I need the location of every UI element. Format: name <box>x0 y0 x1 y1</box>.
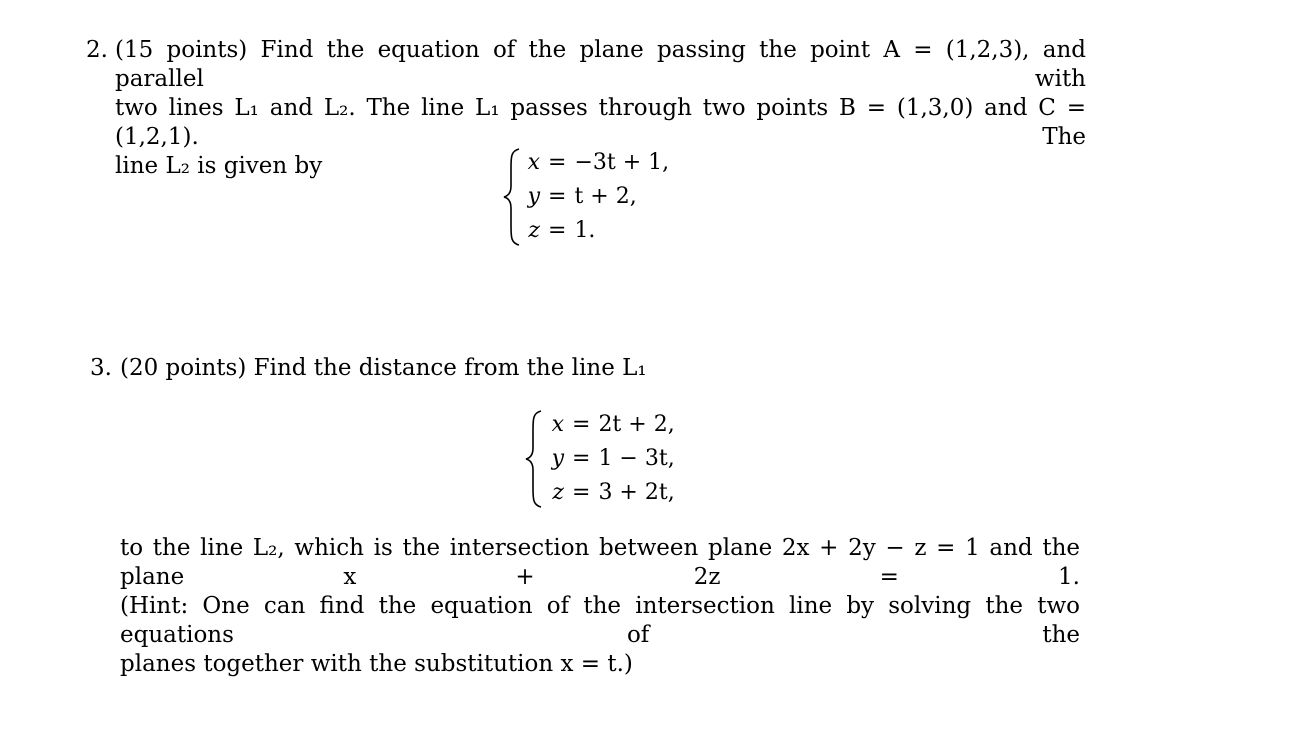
equation-rhs: 3 + 2t, <box>598 480 675 505</box>
problem-3 <box>86 354 1086 383</box>
statement-line-3: line L₂ is given by <box>115 153 323 179</box>
equations <box>542 408 675 510</box>
statement-line-1 <box>115 36 1086 94</box>
intro-text: Find the distance from the line L₁ <box>253 355 647 381</box>
equation-z: z = 1. <box>528 218 596 243</box>
points-label: (20 points) <box>120 355 247 381</box>
equation-x: x = 2t + 2, <box>551 412 675 437</box>
problem-intro <box>120 354 1086 383</box>
equation-rhs: −3t + 1, <box>574 150 670 175</box>
problem-number: 2. <box>86 37 108 63</box>
equation-rhs: 1. <box>574 218 596 243</box>
equation-y: y = t + 2, <box>527 184 637 209</box>
hint-line-2: planes together with the substitution x = t.) <box>120 651 633 677</box>
equation-x: x = −3t + 1, <box>527 150 670 175</box>
equation-rhs: t + 2, <box>574 184 637 209</box>
statement-text: Find the equation of the plane passing the point A = (1,2,3), and parallel with <box>115 37 1087 92</box>
equation-system-line-l1 <box>522 408 722 510</box>
hint-line-1: (Hint: One can find the equation of the intersection line by solving the two equations of the <box>120 593 1080 648</box>
points-label: (15 points) <box>115 37 248 63</box>
continuation-line-1: to the line L₂, which is the intersection between plane 2x + 2y − z = 1 and the plane x + 2z = 1. <box>120 535 1080 590</box>
equation-system-line-l2 <box>500 146 700 248</box>
problem-number: 3. <box>90 355 112 381</box>
equation-z: z = 3 + 2t, <box>552 480 675 505</box>
equation-rhs: 1 − 3t, <box>598 446 675 471</box>
statement-line-2: two lines L₁ and L₂. The line L₁ passes through two points B = (1,3,0) and C = (1,2,1). The <box>115 95 1086 150</box>
equation-y: y = 1 − 3t, <box>551 446 675 471</box>
equation-rhs: 2t + 2, <box>598 412 675 437</box>
problem-3-continuation <box>120 534 1080 679</box>
equations <box>518 146 669 248</box>
